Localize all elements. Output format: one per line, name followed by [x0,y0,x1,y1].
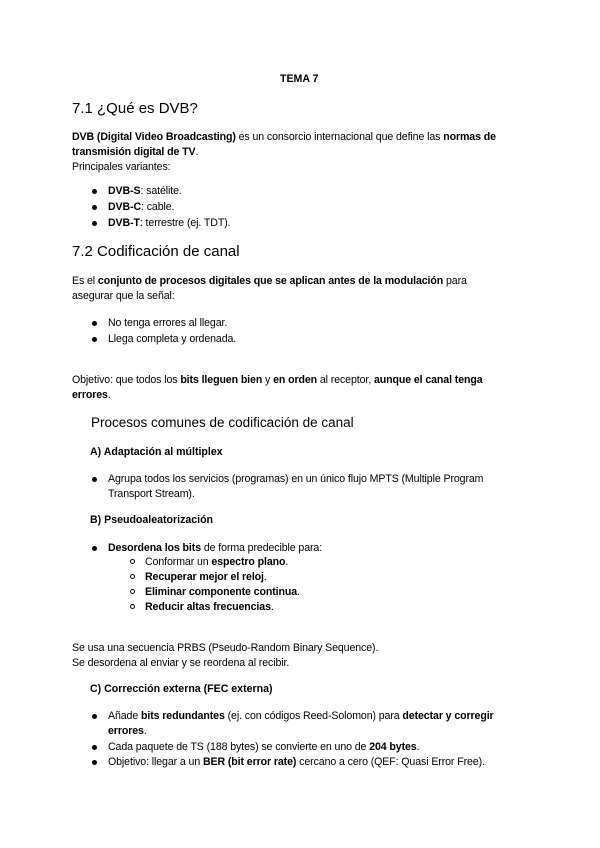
list-item-c1-line1: Añade bits redundantes (ej. con códigos Reed-Solomon) para detectar y corregir [108,710,494,722]
list-item-a-line2: Transport Stream). [108,488,195,500]
page-title: TEMA 7 [280,73,319,85]
paragraph-channel-line2: asegurar que la señal: [72,290,175,302]
heading-b: B) Pseudoaleatorización [90,514,214,526]
bullet-icon [92,714,97,719]
list-item: Llega completa y ordenada. [108,333,237,345]
paragraph-variants-intro: Principales variantes: [72,161,171,173]
paragraph-objective-line1: Objetivo: que todos los bits lleguen bien y en orden al receptor, aunque el canal tenga [72,374,483,386]
list-item: DVB-S: satélite. [108,185,182,197]
sub-list-item: Conformar un espectro plano. [145,556,289,568]
heading-c: C) Corrección externa (FEC externa) [90,683,273,695]
sub-list-item: Recuperar mejor el reloj. [145,571,267,583]
paragraph-channel-line1: Es el conjunto de procesos digitales que se aplican antes de la modulación para [72,275,467,287]
circle-bullet-icon [130,589,135,594]
bullet-icon [92,321,97,326]
heading-a: A) Adaptación al múltiplex [90,446,223,458]
list-item: DVB-T: terrestre (ej. TDT). [108,217,231,229]
paragraph-prbs-line1: Se usa una secuencia PRBS (Pseudo-Random Binary Sequence). [72,642,379,654]
circle-bullet-icon [130,559,135,564]
list-item-c2: Cada paquete de TS (188 bytes) se convierte en uno de 204 bytes. [108,741,420,753]
bullet-icon [92,189,97,194]
paragraph-dvb-line2: transmisión digital de TV. [72,146,199,158]
list-item-b: Desordena los bits de forma predecible para: [108,542,323,554]
circle-bullet-icon [130,604,135,609]
bullet-icon [92,205,97,210]
circle-bullet-icon [130,574,135,579]
sub-list-item: Reducir altas frecuencias. [145,601,274,613]
bullet-icon [92,546,97,551]
section-heading-7-2: 7.2 Codificación de canal [72,243,240,260]
list-item: No tenga errores al llegar. [108,317,228,329]
paragraph-objective-line2: errores. [72,389,111,401]
list-item: DVB-C: cable. [108,201,175,213]
sub-list-item: Eliminar componente continua. [145,586,300,598]
bullet-icon [92,477,97,482]
bullet-icon [92,760,97,765]
list-item-c1-line2: errores. [108,725,147,737]
section-heading-7-1: 7.1 ¿Qué es DVB? [72,100,198,117]
bullet-icon [92,221,97,226]
subsection-heading-procesos: Procesos comunes de codificación de canal [91,415,354,430]
paragraph-prbs-line2: Se desordena al enviar y se reordena al recibir. [72,657,290,669]
bold-dvb-name: DVB (Digital Video Broadcasting) [72,131,236,143]
list-item-a-line1: Agrupa todos los servicios (programas) en un único flujo MPTS (Multiple Program [108,473,484,485]
bullet-icon [92,337,97,342]
paragraph-dvb-line1: DVB (Digital Video Broadcasting) es un consorcio internacional que define las normas de [72,131,496,143]
bullet-icon [92,745,97,750]
list-item-c3: Objetivo: llegar a un BER (bit error rate) cercano a cero (QEF: Quasi Error Free). [108,756,485,768]
